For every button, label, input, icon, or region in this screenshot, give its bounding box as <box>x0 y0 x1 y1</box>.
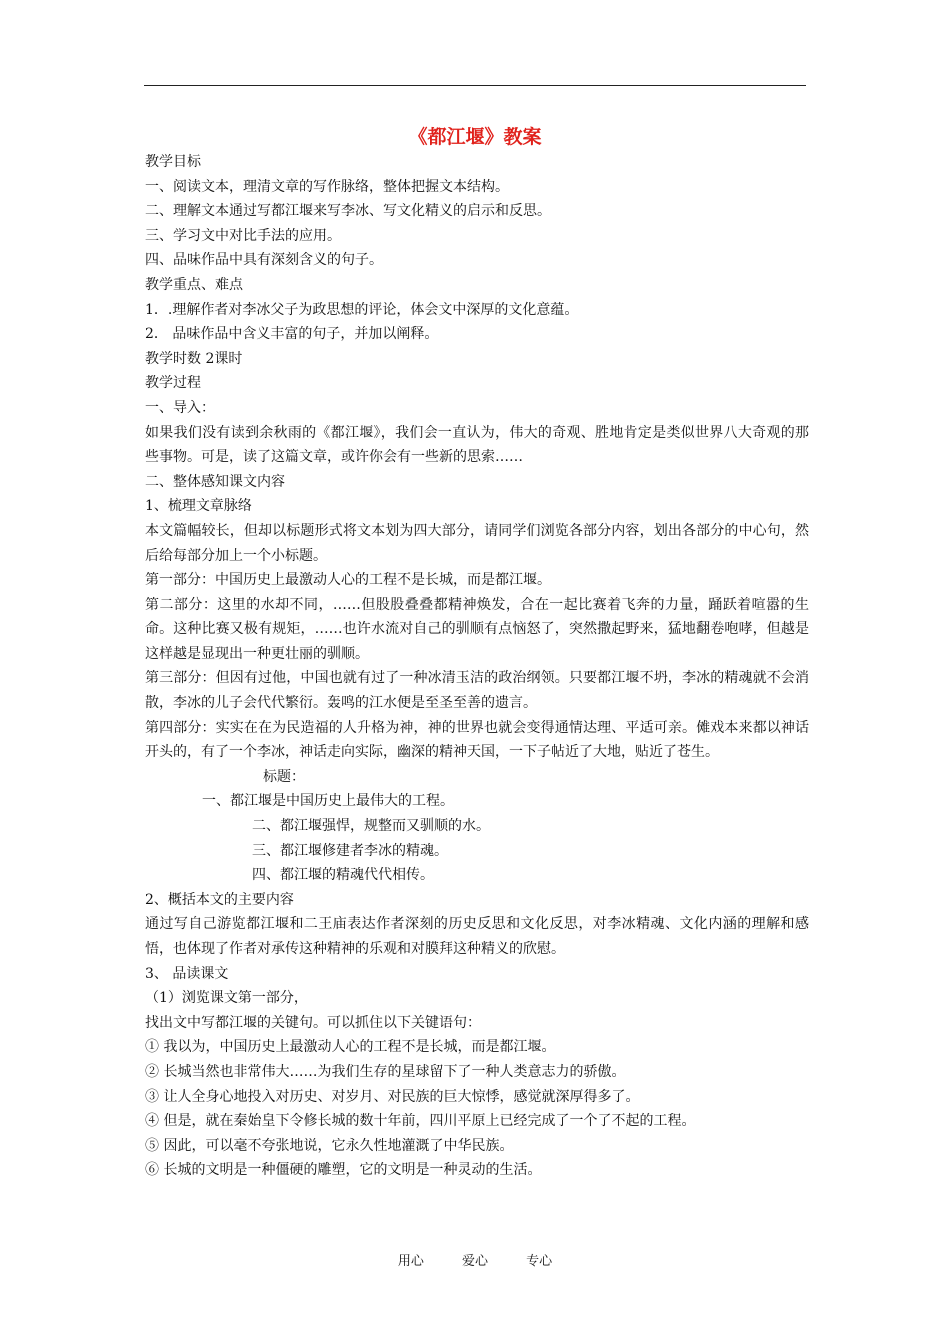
paragraph-line: ⑤ 因此，可以毫不夸张地说，它永久性地灌溉了中华民族。 <box>145 1137 514 1154</box>
document-title: 《都江堰》教案 <box>408 126 542 148</box>
paragraph-line: 教学时数 2课时 <box>145 350 243 367</box>
footer-word: 用心 <box>397 1254 424 1269</box>
paragraph-line: 第三部分：但因有过他，中国也就有过了一种冰清玉洁的政治纲领。只要都江堰不坍，李冰的精魂就不会消散，李冰的儿子会代代繁衍。轰鸣的江水便是至圣至善的遗言。 <box>145 670 809 712</box>
paragraph-line: 找出文中写都江堰的关键句。可以抓住以下关键语句： <box>145 1014 481 1031</box>
document-body <box>145 150 809 1183</box>
paragraph-line: 四、都江堰的精魂代代相传。 <box>252 867 434 884</box>
paragraph-line: ⑥ 长城的文明是一种僵硬的雕塑，它的文明是一种灵动的生活。 <box>145 1162 542 1179</box>
paragraph-line: ④ 但是，就在秦始皇下令修长城的数十年前，四川平原上已经完成了一个了不起的工程。 <box>145 1113 696 1130</box>
paragraph-line: （1）浏览课文第一部分， <box>145 990 308 1007</box>
footer-word: 专心 <box>526 1254 553 1269</box>
paragraph-line: 2． 品味作品中含义丰富的句子，并加以阐释。 <box>145 326 439 343</box>
paragraph-line: 如果我们没有读到余秋雨的《都江堰》，我们会一直认为，伟大的奇观、胜地肯定是类似世界八大奇观的那些事物。可是，读了这篇文章，或许你会有一些新的思索…… <box>145 424 809 466</box>
paragraph-line: 二、理解文本通过写都江堰来写李冰、写文化精义的启示和反思。 <box>145 203 551 220</box>
paragraph-line: 教学重点、难点 <box>145 276 243 293</box>
paragraph-line: ② 长城当然也非常伟大……为我们生存的星球留下了一种人类意志力的骄傲。 <box>145 1063 626 1080</box>
paragraph-line: 标题： <box>263 768 305 785</box>
paragraph-line: 二、整体感知课文内容 <box>145 473 285 490</box>
footer-word: 爱心 <box>461 1254 488 1269</box>
paragraph-line: 3、 品读课文 <box>145 965 229 982</box>
paragraph-line: 教学过程 <box>145 375 201 392</box>
paragraph-line: 三、学习文中对比手法的应用。 <box>145 227 341 244</box>
header-rule <box>144 85 806 86</box>
paragraph-line: 1、梳理文章脉络 <box>145 498 252 515</box>
paragraph-line: 2、概括本文的主要内容 <box>145 891 294 908</box>
paragraph-line: 二、都江堰强悍，规整而又驯顺的水。 <box>252 818 490 835</box>
paragraph-line: 四、品味作品中具有深刻含义的句子。 <box>145 252 383 269</box>
paragraph-line: 三、都江堰修建者李冰的精魂。 <box>252 842 448 859</box>
paragraph-line: 一、阅读文本，理清文章的写作脉络，整体把握文本结构。 <box>145 178 509 195</box>
paragraph-line: 教学目标 <box>145 154 201 170</box>
paragraph-line: 第二部分：这里的水却不同，……但股股叠叠都精神焕发，合在一起比赛着飞奔的力量，踊跃着喧嚣的生命。这种比赛又极有规矩，……也许水流对自己的驯顺有点恼怒了，突然撒起野来，猛地翻卷咆哮，但越是这样越是显现出一种更壮丽的驯顺。 <box>145 596 809 662</box>
paragraph-line: 第一部分：中国历史上最激动人心的工程不是长城，而是都江堰。 <box>145 572 551 589</box>
page-footer <box>0 1250 950 1269</box>
paragraph-line: 一、导入： <box>145 399 215 416</box>
paragraph-line: 一、都江堰是中国历史上最伟大的工程。 <box>202 793 454 810</box>
paragraph-line: ③ 让人全身心地投入对历史、对岁月、对民族的巨大惊悸，感觉就深厚得多了。 <box>145 1088 640 1105</box>
paragraph-line: 本文篇幅较长，但却以标题形式将文本划为四大部分，请同学们浏览各部分内容，划出各部分的中心句，然后给每部分加上一个小标题。 <box>145 522 809 564</box>
paragraph-line: ① 我以为，中国历史上最激动人心的工程不是长城，而是都江堰。 <box>145 1039 556 1056</box>
paragraph-line: 第四部分：实实在在为民造福的人升格为神，神的世界也就会变得通情达理、平适可亲。傩戏本来都以神话开头的，有了一个李冰，神话走向实际，幽深的精神天国，一下子帖近了大地，贴近了苍生。 <box>145 719 809 761</box>
paragraph-line: 1．.理解作者对李冰父子为政思想的评论，体会文中深厚的文化意蕴。 <box>145 301 579 318</box>
paragraph-line: 通过写自己游览都江堰和二王庙表达作者深刻的历史反思和文化反思，对李冰精魂、文化内涵的理解和感悟，也体现了作者对承传这种精神的乐观和对膜拜这种精义的欣慰。 <box>145 916 809 957</box>
